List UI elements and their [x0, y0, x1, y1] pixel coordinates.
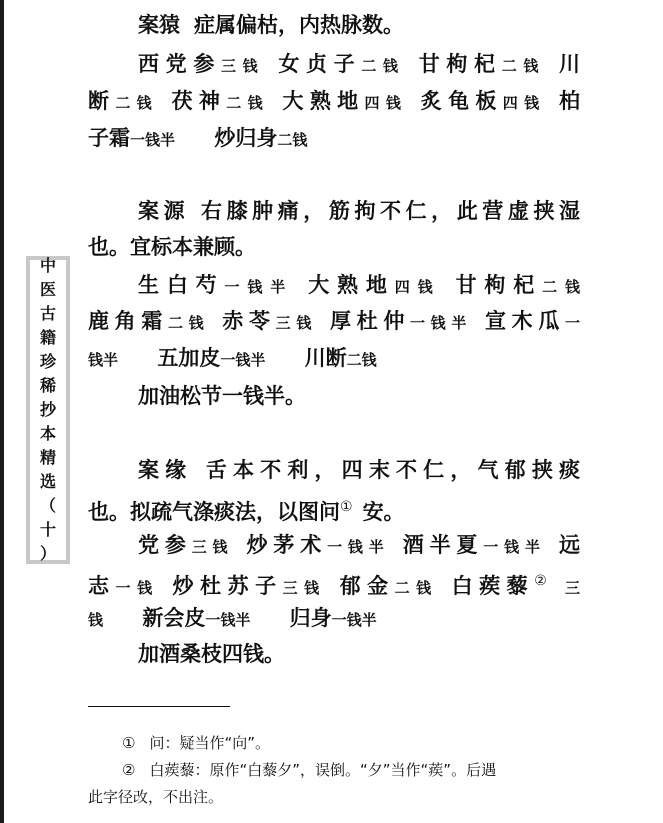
herb: 大熟地四钱: [308, 273, 441, 297]
case-heading: [88, 8, 580, 42]
footnote-text: 白蒺藜：原作“白藜夕”，误倒。“夕”当作“蒺”。后遇: [149, 761, 497, 779]
series-title-char: 中: [39, 256, 56, 275]
herb: 赤苓三钱: [222, 309, 318, 333]
herb: 炒茅术一钱半: [246, 533, 390, 557]
series-title-char: 抄: [39, 400, 56, 419]
footnote-text: 问：疑当作“向”。: [149, 734, 270, 752]
herb-split-start: 宣木瓜一: [485, 309, 581, 333]
herb-split-start: 川: [559, 52, 581, 76]
herb: 酒半夏一钱半: [402, 533, 546, 557]
series-title-char: 稀: [39, 376, 56, 395]
herb: 大熟地四钱: [282, 89, 408, 113]
herb-split-end: 子霜一钱半: [88, 126, 176, 150]
herb: 郁金二钱: [339, 574, 438, 598]
herb-split-end: 志一钱: [88, 574, 159, 598]
herb: 鹿角霜二钱: [88, 309, 210, 333]
series-title-char: 珍: [39, 352, 56, 371]
footnote: [88, 730, 580, 756]
footnote: [88, 757, 580, 783]
herb-split-end: 钱半: [88, 351, 119, 369]
herb: 甘枸杞二钱: [418, 52, 546, 76]
series-title-char: ）: [39, 544, 56, 563]
herb: 川断二钱: [304, 346, 377, 370]
herb: 党参三钱: [138, 533, 234, 557]
prescription-line: [88, 47, 580, 81]
herb: 炙龟板四钱: [420, 89, 546, 113]
footnote-cont: 此字径改，不出注。: [88, 788, 224, 806]
footnote-divider: [88, 706, 230, 707]
case-label: 案源: [138, 199, 190, 223]
series-title-char: 十: [39, 520, 56, 539]
series-title-char: 医: [39, 280, 56, 299]
herb: 新会皮一钱半: [142, 606, 251, 630]
case-description-cont: 也。宜标本兼顾。: [88, 235, 256, 259]
herb: 西党参三钱: [138, 52, 265, 76]
prescription-line: [88, 121, 580, 155]
prescription-addition: 加酒桑枝四钱。: [138, 642, 285, 666]
prescription-line: [88, 304, 580, 338]
herb-split-start: 远: [558, 533, 580, 557]
case-description-cont: 也。拟疏气涤痰法，以图问① 安。: [88, 499, 405, 524]
prescription-line: [88, 564, 580, 598]
case-heading: [88, 453, 580, 487]
series-title-char: 选: [39, 472, 56, 491]
herb-split-end: 断二钱: [88, 89, 158, 113]
herb: 厚杜仲一钱半: [330, 309, 473, 333]
prescription-line: [88, 528, 580, 562]
herb: 生白芍一钱半: [138, 273, 294, 297]
herb: 炒杜苏子三钱: [172, 574, 326, 598]
series-title-char: 籍: [39, 328, 56, 347]
case-description: 舌本不利，四末不仁，气郁挟痰: [205, 458, 581, 482]
herb: 五加皮一钱半: [157, 346, 266, 370]
series-title-char: 精: [39, 448, 56, 467]
herb: 炒归身二钱: [214, 126, 308, 150]
herb: 茯神二钱: [171, 89, 269, 113]
footnote-mark: ①: [122, 734, 136, 752]
prescription-addition: 加油松节一钱半。: [138, 384, 306, 408]
case-label: 案缘: [138, 458, 193, 482]
herb-split-start: 柏: [559, 89, 581, 113]
prescription-line: [88, 268, 580, 302]
series-title: [30, 256, 66, 563]
series-title-sidebar: [26, 256, 70, 564]
page-left-rule: [0, 0, 4, 823]
case-description: 右膝肿痛，筋拘不仁，此营虚挟湿: [201, 199, 581, 223]
herb: 女贞子二钱: [278, 52, 405, 76]
case-description: 症属偏枯，内热脉数。: [194, 13, 404, 37]
herb: 归身一钱半: [289, 606, 377, 630]
footnote-mark: ②: [122, 761, 136, 779]
case-label: 案猿: [138, 13, 180, 37]
case-heading: [88, 194, 580, 228]
herb: 白蒺藜② 三: [451, 573, 581, 598]
series-title-char: （: [39, 496, 56, 515]
series-title-char: 古: [39, 304, 56, 323]
footnote-ref[interactable]: ①: [340, 499, 353, 515]
footnote-ref[interactable]: ②: [534, 573, 554, 589]
prescription-line: 钱 新会皮一钱半 归身一钱半: [88, 606, 377, 630]
prescription-line: [88, 341, 580, 375]
herb: 甘枸杞二钱: [455, 273, 580, 297]
prescription-line: [88, 84, 580, 118]
series-title-char: 本: [39, 424, 56, 443]
